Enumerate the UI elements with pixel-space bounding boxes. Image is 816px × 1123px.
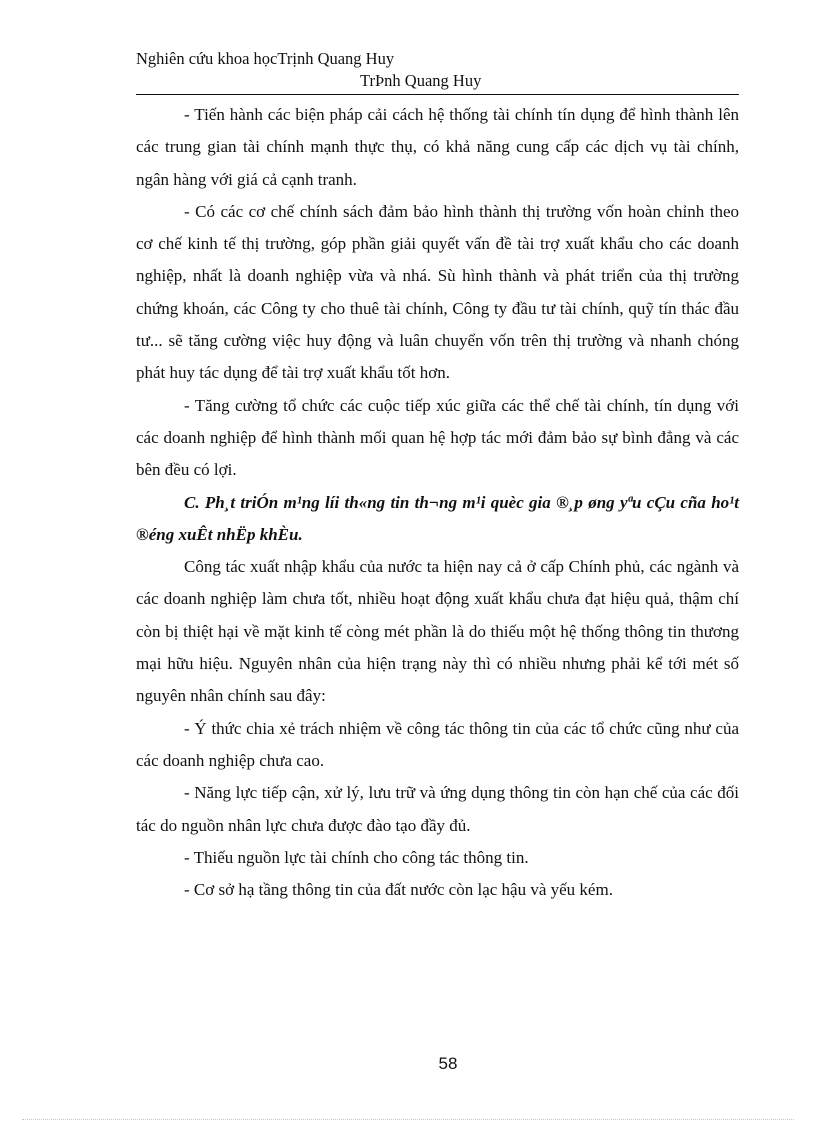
list-item-funding: - Thiếu nguồn lực tài chính cho công tác thông tin. — [184, 847, 529, 867]
section-heading-c: C. Ph¸t triÓn m¹ng líi th«ng tin th¬ng m¹i quèc gia ®¸p øng yªu cÇu cña ho¹t ®éng xuÊt nhËp khÈu. — [136, 492, 739, 544]
list-item-awareness: - Ý thức chia xẻ trách nhiệm về công tác thông tin của các tổ chức cũng như của các doanh nghiệp chưa cao. — [136, 718, 739, 770]
header-divider — [136, 94, 739, 95]
paragraph-financial-reform: - Tiến hành các biện pháp cải cách hệ thống tài chính tín dụng để hình thành lên các trung gian tài chính mạnh thực thụ, có khả năng cung cấp các dịch vụ tài chính, ngân hàng với giá cả cạnh tranh. — [136, 105, 739, 189]
running-header-title: Nghiên cứu khoa họcTrịnh Quang Huy — [136, 49, 395, 68]
paragraph-cooperation: - Tăng cường tổ chức các cuộc tiếp xúc giữa các thể chế tài chính, tín dụng với các doanh nghiệp để hình thành mối quan hệ hợp tác mới đảm bảo sự bình đẳng và các bên đều có lợi. — [136, 395, 739, 480]
list-item-infrastructure: - Cơ sở hạ tầng thông tin của đất nước còn lạc hậu và yếu kém. — [184, 880, 613, 900]
list-item-capacity: - Năng lực tiếp cận, xử lý, lưu trữ và ứng dụng thông tin còn hạn chế của các đối tác do nguồn nhân lực chưa được đào tạo đầy đủ. — [136, 783, 739, 835]
document-body — [136, 99, 739, 906]
page-number: 58 — [438, 1054, 458, 1073]
running-header-author: TrÞnh Quang Huy — [360, 71, 482, 90]
paragraph-information-work: Công tác xuất nhập khẩu của nước ta hiện nay cả ở cấp Chính phủ, các ngành và các doanh nghiệp làm chưa tốt, nhiều hoạt động xuất khẩu chưa đạt hiệu quả, thậm chí còn bị thiệt hại về mặt kinh tế còng mét phần là do thiếu một hệ thống thông tin thương mại hữu hiệu. Nguyên nhân của hiện trạng này thì có nhiều nhưng phải kể tới mét số nguyên nhân chính sau đây: — [136, 557, 739, 706]
footer-dotted-border — [22, 1119, 794, 1120]
paragraph-capital-market: - Có các cơ chế chính sách đảm bảo hình thành thị trường vốn hoàn chỉnh theo cơ chế kinh tế thị trường, góp phần giải quyết vấn đề tài trợ xuất khẩu cho các doanh nghiệp, nhất là doanh nghiệp vừa và nhá. Sù hình thành và phát triển của thị trường chứng khoán, các Công ty cho thuê tài chính, Công ty đầu tư tài chính, quỹ tín thác đầu tư... sẽ tăng cường việc huy động và luân chuyển vốn trên thị trường và nhanh chóng phát huy tác dụng để tài trợ xuất khẩu tốt hơn. — [136, 201, 739, 383]
